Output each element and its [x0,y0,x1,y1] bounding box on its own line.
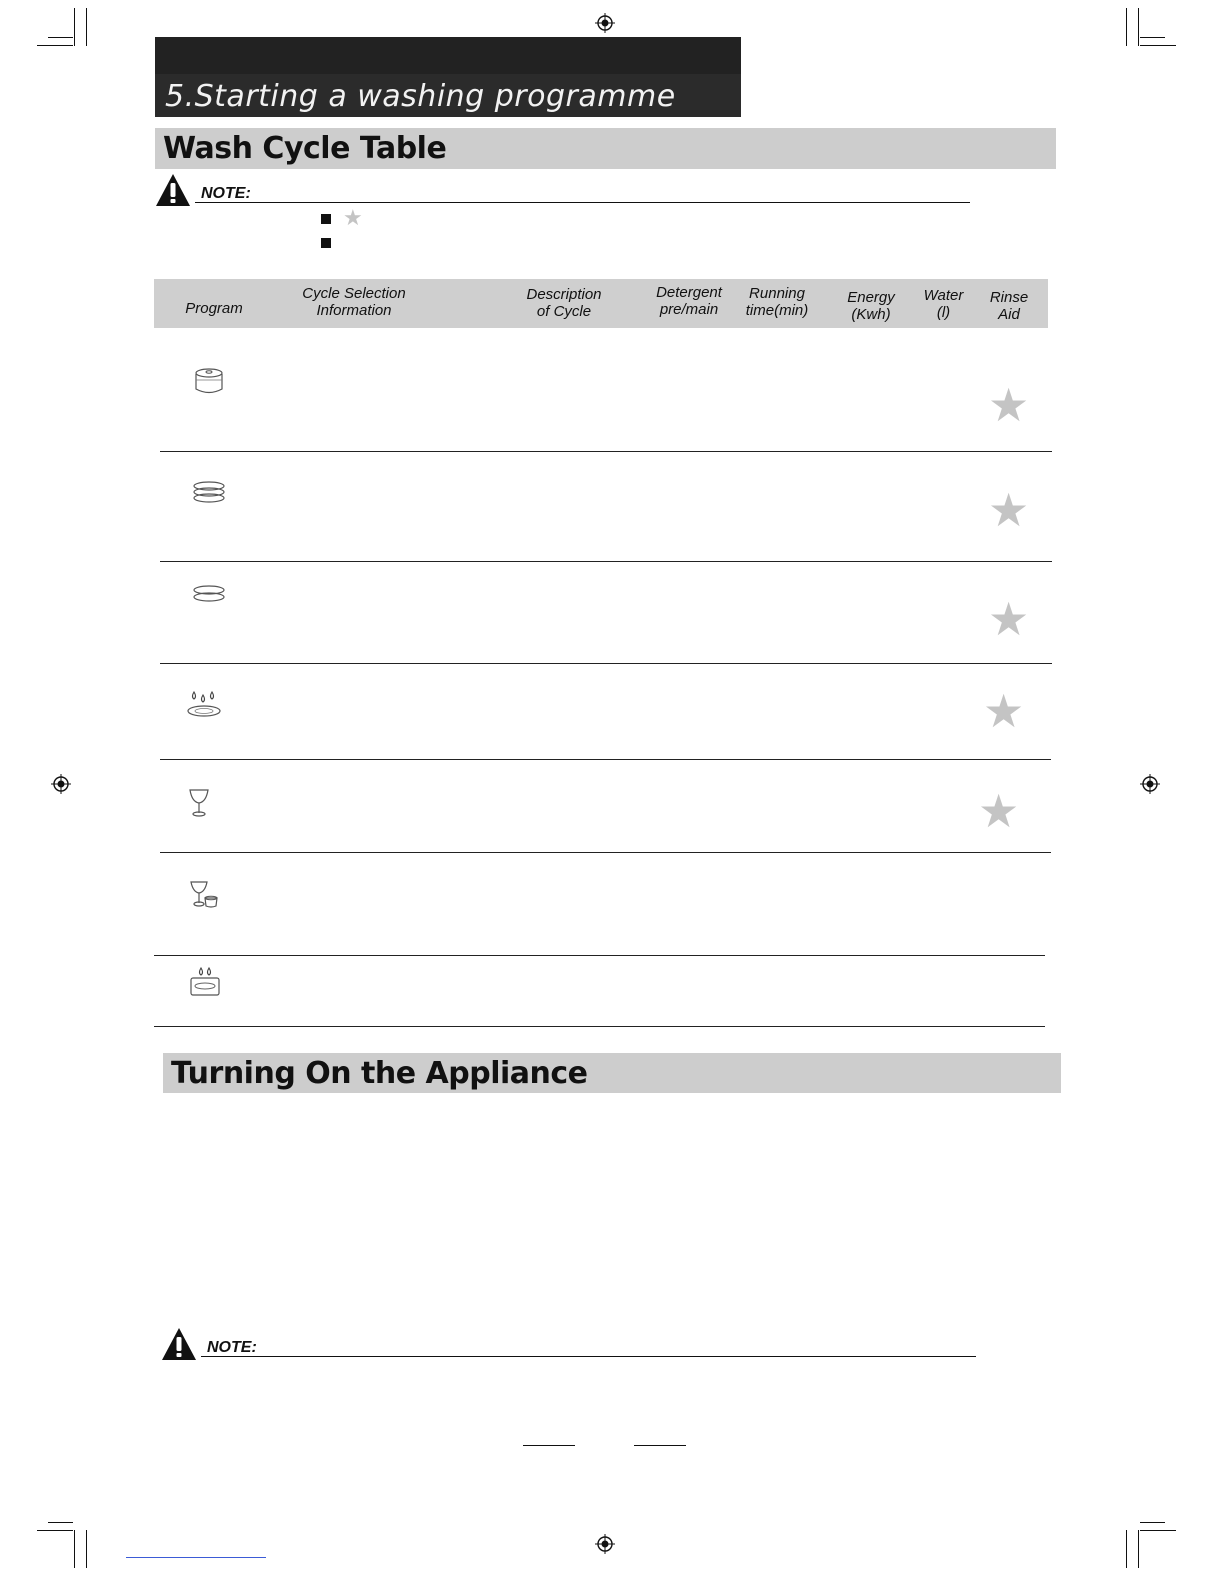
bullet-icon [321,238,331,248]
registration-mark-icon [51,774,71,794]
column-header-running-time: Running time(min) [745,285,809,319]
column-header-energy: Energy (Kwh) [847,289,895,323]
registration-mark-icon [1140,774,1160,794]
table-header [154,279,1048,328]
chapter-header [155,37,741,117]
warning-icon [155,173,191,207]
rinse-aid-star-icon: ★ [978,785,1020,837]
footer-line [634,1445,686,1446]
stacked-plates-icon [192,480,226,504]
note-row [161,1327,981,1359]
chapter-title: 5.Starting a washing programme [165,79,676,114]
rinse-aid-star-icon: ★ [983,685,1025,737]
footer-line [523,1445,575,1446]
row-divider [154,955,1045,956]
bullet-icon [321,214,331,224]
divider [201,1356,976,1357]
row-divider [160,759,1051,760]
column-header-cycle-selection: Cycle Selection Information [302,285,406,319]
row-divider [160,561,1052,562]
star-icon: ★ [343,205,363,230]
section-title: Wash Cycle Table [163,131,447,166]
row-divider [160,451,1052,452]
column-header-water: Water (l) [923,287,964,321]
section-header-turning-on [163,1053,1061,1093]
column-header-rinse-aid: Rinse Aid [989,289,1029,323]
row-divider [154,1026,1045,1027]
column-header-program: Program [185,300,243,317]
pot-icon [192,366,226,396]
rinse-aid-star-icon: ★ [988,379,1030,431]
row-divider [160,663,1052,664]
rinse-aid-star-icon: ★ [988,484,1030,536]
footer-link-underline [126,1557,266,1558]
column-header-description: Description of Cycle [526,286,602,320]
section-header-wash-cycle [155,128,1056,169]
row-divider [160,852,1051,853]
wine-glass-icon [188,788,210,818]
note-label: NOTE: [207,1339,257,1356]
note-row [155,173,975,205]
chapter-header-band [155,37,741,74]
note-label: NOTE: [201,185,251,202]
registration-mark-icon [595,1534,615,1554]
water-drops-plate-icon [186,690,222,720]
section-title: Turning On the Appliance [171,1056,588,1091]
divider [195,202,970,203]
column-header-detergent: Detergent pre/main [656,284,722,318]
warning-icon [161,1327,197,1361]
registration-mark-icon [595,13,615,33]
plates-icon [192,584,226,606]
soak-icon [188,966,222,998]
rinse-aid-star-icon: ★ [988,593,1030,645]
glass-and-cup-icon [189,880,221,910]
